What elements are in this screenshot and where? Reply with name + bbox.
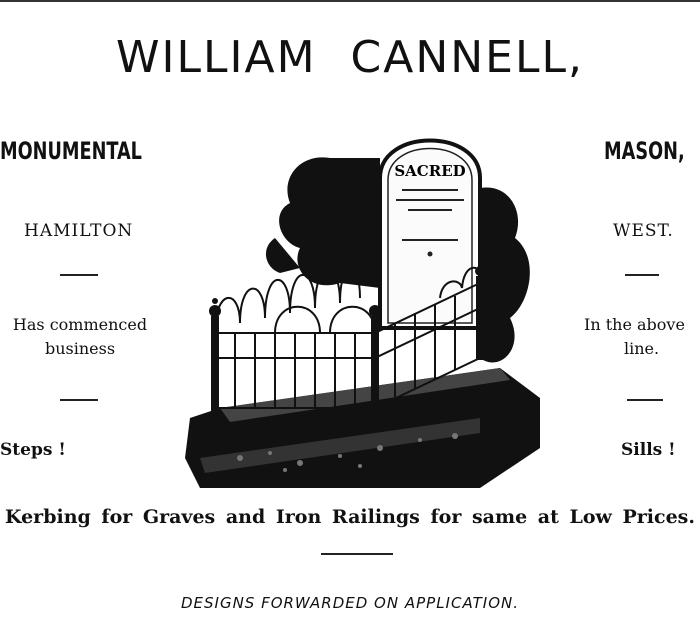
gravestone-illustration: [180, 118, 550, 493]
left-bottom: Steps !: [0, 440, 66, 460]
page-title: WILLIAM CANNELL,: [116, 32, 584, 83]
left-text-line2: business: [44, 339, 116, 358]
grave-base: [185, 368, 540, 488]
right-column: [560, 0, 700, 480]
left-column: [0, 0, 180, 480]
left-rule-2: [60, 399, 98, 401]
kerbing-line: Kerbing for Graves and Iron Railings for same at Low Prices.: [5, 506, 695, 528]
left-rule-1: [60, 274, 98, 276]
footer-rule: [321, 553, 393, 555]
right-text-line2: line.: [624, 339, 660, 358]
right-rule-2: [627, 399, 663, 401]
headstone-inscription: SACRED: [394, 162, 466, 180]
left-text-line1: Has commenced: [12, 315, 148, 334]
right-text-line1: In the above: [584, 315, 685, 334]
right-rule-1: [625, 274, 659, 276]
right-heading: MASON,: [604, 137, 685, 165]
right-place: WEST.: [613, 221, 674, 241]
headstone: [380, 141, 480, 329]
left-heading: MONUMENTAL: [0, 137, 142, 165]
left-place: HAMILTON: [24, 221, 134, 241]
left-text: [0, 313, 160, 361]
designs-line: DESIGNS FORWARDED ON APPLICATION.: [180, 594, 520, 612]
right-text: [580, 313, 700, 361]
right-bottom: Sills !: [621, 440, 676, 460]
